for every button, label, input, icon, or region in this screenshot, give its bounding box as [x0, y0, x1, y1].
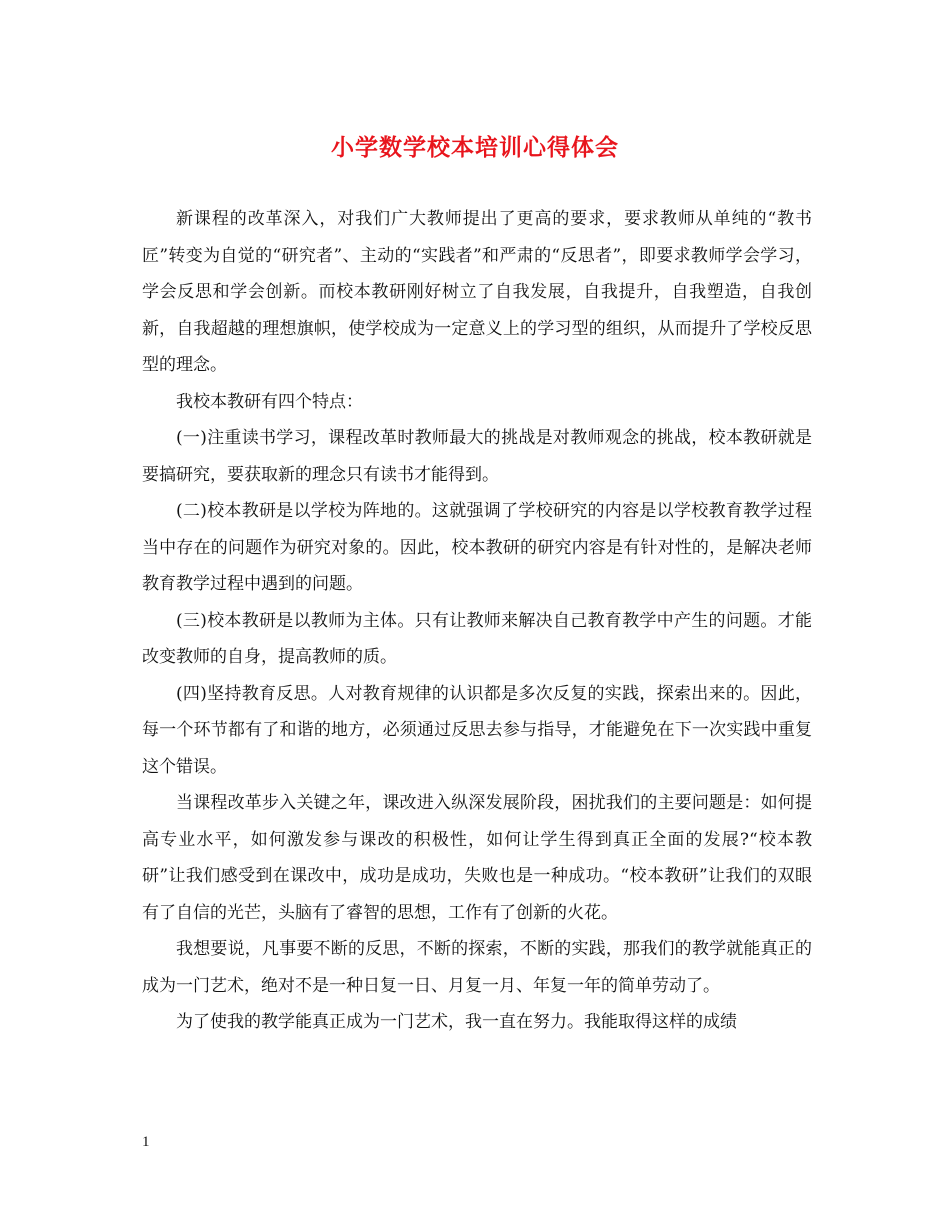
paragraph-feature-3: (三)校本教研是以教师为主体。只有让教师来解决自己教育教学中产生的问题。才能改变教师的自身，提高教师的质。 [142, 610, 812, 667]
page-number: 1 [142, 1134, 150, 1150]
paragraph-feature-4: (四)坚持教育反思。人对教育规律的认识都是多次反复的实践，探索出来的。因此，每一个环节都有了和谐的地方，必须通过反思去参与指导，才能避免在下一次实践中重复这个错误。 [142, 683, 812, 777]
paragraph-reform: 当课程改革步入关键之年，课改进入纵深发展阶段，困扰我们的主要问题是：如何提高专业水平，如何激发参与课改的积极性，如何让学生得到真正全面的发展?“校本教研”让我们感受到在课改中，成功是成功，失败也是一种成功。“校本教研”让我们的双眼有了自信的光芒，头脑有了睿智的思想，工作有了创新的火花。 [142, 793, 812, 923]
paragraph-feature-1: (一)注重读书学习，课程改革时教师最大的挑战是对教师观念的挑战，校本教研就是要搞研究，要获取新的理念只有读书才能得到。 [142, 428, 812, 485]
paragraph-reflection: 我想要说，凡事要不断的反思，不断的探索，不断的实践，那我们的教学就能真正的成为一门艺术，绝对不是一种日复一日、月复一月、年复一年的简单劳动了。 [142, 939, 812, 996]
paragraph-feature-2: (二)校本教研是以学校为阵地的。这就强调了学校研究的内容是以学校教育教学过程当中存在的问题作为研究对象的。因此，校本教研的研究内容是有针对性的，是解决老师教育教学过程中遇到的问题。 [142, 501, 812, 594]
document-body [142, 201, 812, 1041]
paragraph-effort: 为了使我的教学能真正成为一门艺术，我一直在努力。我能取得这样的成绩 [176, 1012, 737, 1032]
paragraph-features-heading: 我校本教研有四个特点： [176, 391, 363, 412]
document-title: 小学数学校本培训心得体会 [331, 134, 619, 161]
paragraph-intro: 新课程的改革深入，对我们广大教师提出了更高的要求，要求教师从单纯的“教书匠”转变为自觉的“研究者”、主动的“实践者”和严肃的“反思者”，即要求教师学会学习，学会反思和学会创新。而校本教研刚好树立了自我发展，自我提升，自我塑造，自我创新，自我超越的理想旗帜，使学校成为一定意义上的学习型的组织，从而提升了学校反思型的理念。 [142, 209, 812, 375]
